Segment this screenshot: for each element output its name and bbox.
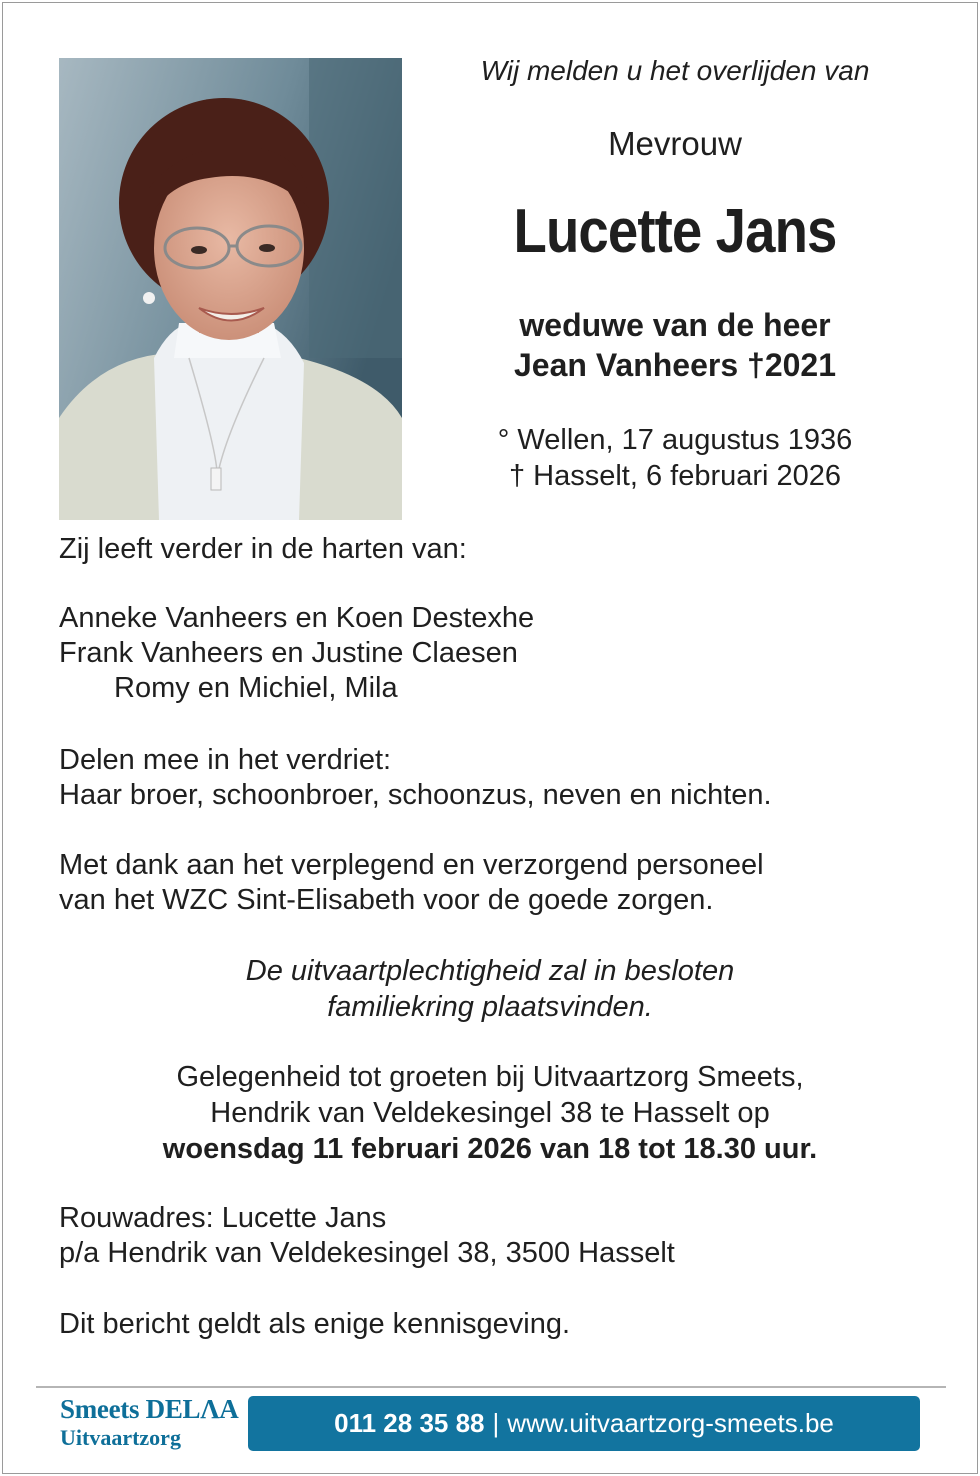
spouse-line-2: Jean Vanheers †2021: [513, 347, 836, 383]
life-dates: [440, 422, 910, 494]
spouse-line-1: weduwe van de heer: [519, 307, 831, 343]
birth-date: ° Wellen, 17 augustus 1936: [497, 424, 853, 456]
family-member: Romy en Michiel, Mila: [114, 672, 398, 704]
website-link[interactable]: www.uitvaartzorg-smeets.be: [507, 1408, 834, 1438]
honorific: Mevrouw: [608, 125, 742, 162]
deceased-name: Lucette Jans: [513, 197, 837, 266]
mourning-address: Rouwadres: Lucette Jans p/a Hendrik van Veldekesingel 38, 3500 Hasselt: [59, 1202, 675, 1269]
family-list: [59, 601, 534, 706]
portrait-photo: [59, 58, 402, 520]
family-intro: Zij leeft verder in de harten van:: [59, 533, 467, 565]
visitation-datetime: woensdag 11 februari 2026 van 18 tot 18.30 uur.: [162, 1133, 818, 1165]
ceremony-note: De uitvaartplechtigheid zal in besloten familiekring plaatsvinden.: [245, 955, 735, 1023]
contact-separator: |: [492, 1408, 500, 1438]
logo-subtitle: Uitvaartzorg: [60, 1425, 181, 1450]
notice-text: Dit bericht geldt als enige kennisgeving.: [59, 1308, 571, 1340]
family-member: Frank Vanheers en Justine Claesen: [59, 637, 518, 669]
spouse-info: [440, 305, 910, 385]
logo-name: Smeets DELΛA: [60, 1394, 239, 1424]
contact-bar: [248, 1396, 920, 1451]
thanks-note: Met dank aan het verplegend en verzorgend personeel van het WZC Sint-Elisabeth voor de goede zorgen.: [59, 849, 764, 916]
footer-divider: [36, 1386, 946, 1388]
sharing-grief: Delen mee in het verdriet: Haar broer, schoonbroer, schoonzus, neven en nichten.: [59, 744, 772, 811]
death-date: † Hasselt, 6 februari 2026: [508, 460, 842, 492]
family-member: Anneke Vanheers en Koen Destexhe: [59, 602, 535, 634]
phone-number[interactable]: 011 28 35 88: [334, 1408, 485, 1438]
visitation-info: Gelegenheid tot groeten bij Uitvaartzorg Smeets, Hendrik van Veldekesingel 38 te Hasselt op woensdag 11 februari 2026 van 18 tot 18.30 uur.: [60, 1059, 920, 1167]
announcement-intro: Wij melden u het overlijden van: [480, 55, 870, 86]
funeral-home-logo: [60, 1394, 239, 1452]
